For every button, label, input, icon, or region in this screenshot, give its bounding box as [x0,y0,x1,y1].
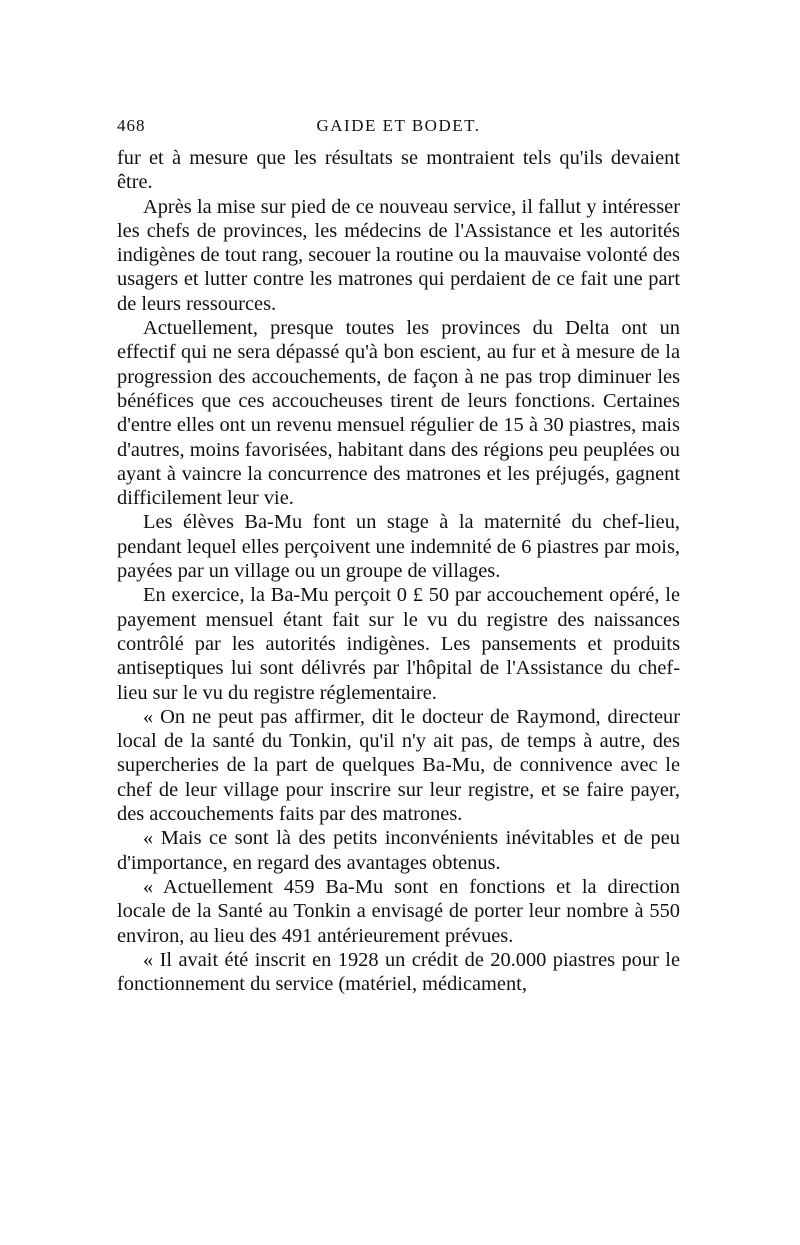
paragraph-continuation: fur et à mesure que les résultats se montraient tels qu'ils devaient être. [117,147,680,194]
paragraph: En exercice, la Ba-Mu perçoit 0 £ 50 par accouchement opéré, le payement mensuel étant fait sur le vu du registre des naissances contrôlé par les autorités indigènes. Les pansements et produits antiseptiques lui sont délivrés par l'hôpital de l'Assistance du chef-lieu sur le vu du registre réglementaire. [117,584,680,704]
running-head [117,112,680,146]
paragraph: Les élèves Ba-Mu font un stage à la maternité du chef-lieu, pendant lequel elles perçoivent une indemnité de 6 piastres par mois, payées par un village ou un groupe de villages. [117,511,680,583]
quote-paragraph: « Il avait été inscrit en 1928 un crédit de 20.000 piastres pour le fonctionnement du service (matériel, médicament, [117,948,680,996]
paragraph: Actuellement, presque toutes les provinces du Delta ont un effectif qui ne sera dépassé qu'à bon escient, au fur et à mesure de la progression des accouchements, de façon à ne pas trop diminuer les bénéfices que ces accoucheuses tirent de leurs fonctions. Certaines d'entre elles ont un revenu mensuel régulier de 15 à 30 piastres, mais d'autres, moins favorisées, habitant dans des régions peu peuplées ou ayant à vaincre la concurrence des matrones et les préjugés, gagnent difficilement leur vie. [117,317,680,510]
quote-paragraph: « Mais ce sont là des petits inconvénients inévitables et de peu d'importance, en regard des avantages obtenus. [117,827,680,874]
paragraph: Après la mise sur pied de ce nouveau service, il fallut y intéresser les chefs de provinces, les médecins de l'Assistance et les autorités indigènes de tout rang, secouer la routine ou la mauvaise volonté des usagers et lutter contre les matrones qui perdaient de ce fait une part de leurs ressources. [117,195,680,315]
body-text [117,146,680,996]
running-title: GAIDE ET BODET. [316,116,481,135]
page-number: 468 [117,116,146,135]
quote-paragraph: « On ne peut pas affirmer, dit le docteur de Raymond, directeur local de la santé du Tonkin, qu'il n'y ait pas, de temps à autre, des supercheries de la part de quelques Ba-Mu, de connivence avec le chef de leur village pour inscrire sur leur registre, et se faire payer, des accouchements faits par des matrones. [117,705,680,826]
book-page [117,112,680,1152]
quote-paragraph: « Actuellement 459 Ba-Mu sont en fonctions et la direction locale de la Santé au Tonkin a envisagé de porter leur nombre à 550 environ, au lieu des 491 antérieurement prévues. [117,875,680,947]
